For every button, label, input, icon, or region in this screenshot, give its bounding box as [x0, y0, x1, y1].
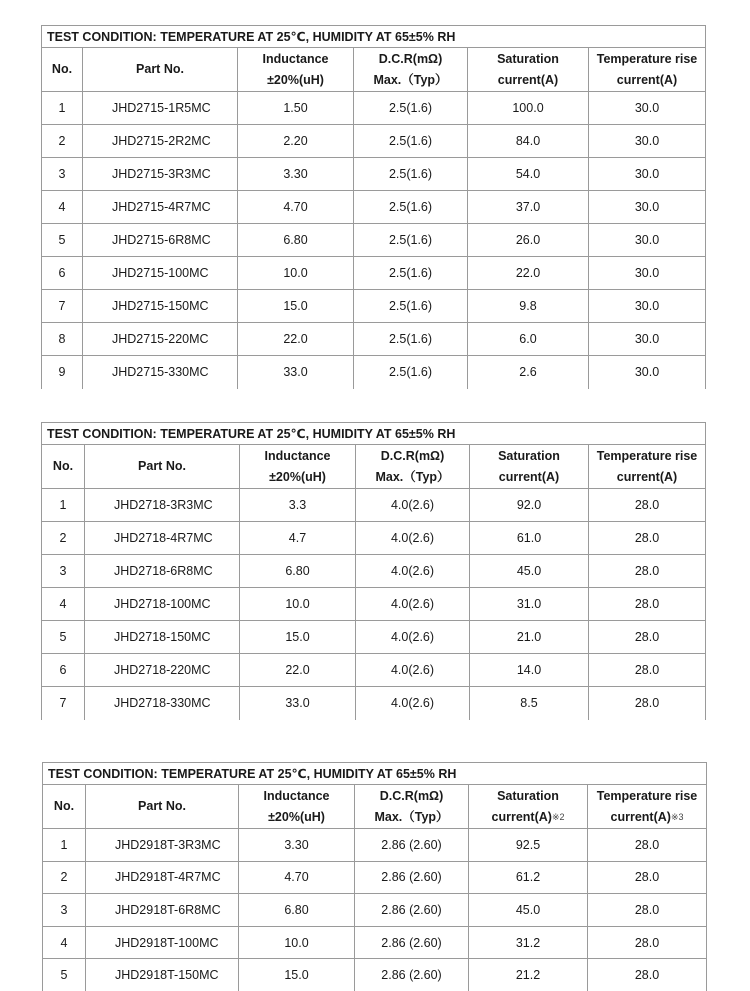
cell-dcr: 2.5(1.6): [354, 323, 468, 356]
table-row: [43, 894, 707, 927]
cell-saturation: 9.8: [468, 290, 589, 323]
header-temp-rise: Temperature rise current(A)※3: [588, 785, 707, 829]
cell-saturation: 8.5: [470, 687, 589, 720]
cell-temp-rise: 28.0: [589, 522, 706, 555]
cell-part-no: JHD2718-330MC: [85, 687, 240, 720]
table-row: [43, 829, 707, 862]
cell-no: 5: [43, 959, 86, 991]
cell-dcr: 4.0(2.6): [356, 489, 470, 522]
cell-no: 3: [42, 158, 83, 191]
cell-dcr: 2.5(1.6): [354, 224, 468, 257]
header-inductance: Inductance ±20%(uH): [240, 445, 356, 489]
table-row: [42, 588, 706, 621]
cell-no: 3: [42, 555, 85, 588]
cell-no: 3: [43, 894, 86, 927]
cell-temp-rise: 28.0: [589, 555, 706, 588]
cell-part-no: JHD2918T-3R3MC: [86, 829, 239, 862]
table-row: [42, 621, 706, 654]
table-row: [42, 654, 706, 687]
cell-part-no: JHD2918T-6R8MC: [86, 894, 239, 927]
cell-no: 4: [42, 191, 83, 224]
header-temp-rise: Temperature rise current(A): [589, 48, 706, 92]
cell-temp-rise: 30.0: [589, 158, 706, 191]
cell-saturation: 21.0: [470, 621, 589, 654]
cell-saturation: 84.0: [468, 125, 589, 158]
table-row: [43, 926, 707, 959]
cell-inductance: 3.30: [238, 158, 354, 191]
cell-part-no: JHD2715-150MC: [83, 290, 238, 323]
header-no: No.: [42, 48, 83, 92]
cell-temp-rise: 28.0: [588, 959, 707, 991]
cell-inductance: 6.80: [239, 894, 355, 927]
table-row: [42, 92, 706, 125]
cell-saturation: 22.0: [468, 257, 589, 290]
cell-no: 4: [42, 588, 85, 621]
cell-part-no: JHD2715-100MC: [83, 257, 238, 290]
cell-inductance: 4.70: [238, 191, 354, 224]
table-row: [42, 257, 706, 290]
cell-saturation: 6.0: [468, 323, 589, 356]
test-condition-title: TEST CONDITION: TEMPERATURE AT 25℃, HUMIDITY AT 65±5% RH: [42, 423, 706, 445]
cell-dcr: 2.5(1.6): [354, 158, 468, 191]
cell-inductance: 4.70: [239, 861, 355, 894]
cell-inductance: 10.0: [239, 926, 355, 959]
cell-inductance: 15.0: [238, 290, 354, 323]
cell-temp-rise: 30.0: [589, 257, 706, 290]
table-row: [42, 224, 706, 257]
cell-temp-rise: 28.0: [589, 588, 706, 621]
cell-temp-rise: 30.0: [589, 125, 706, 158]
cell-no: 2: [42, 125, 83, 158]
cell-inductance: 22.0: [238, 323, 354, 356]
cell-part-no: JHD2718-4R7MC: [85, 522, 240, 555]
cell-inductance: 22.0: [240, 654, 356, 687]
cell-saturation: 2.6: [468, 356, 589, 389]
cell-no: 9: [42, 356, 83, 389]
cell-temp-rise: 28.0: [588, 829, 707, 862]
table-row: [42, 158, 706, 191]
cell-no: 6: [42, 654, 85, 687]
cell-temp-rise: 28.0: [588, 861, 707, 894]
cell-inductance: 4.7: [240, 522, 356, 555]
cell-dcr: 4.0(2.6): [356, 522, 470, 555]
footnote-marker: ※2: [551, 811, 565, 822]
cell-dcr: 2.5(1.6): [354, 125, 468, 158]
header-saturation: Saturation current(A)※2: [469, 785, 588, 829]
header-part-no: Part No.: [85, 445, 240, 489]
cell-saturation: 100.0: [468, 92, 589, 125]
cell-saturation: 61.0: [470, 522, 589, 555]
cell-no: 1: [42, 92, 83, 125]
cell-no: 5: [42, 621, 85, 654]
header-saturation: Saturation current(A): [470, 445, 589, 489]
cell-no: 2: [42, 522, 85, 555]
cell-inductance: 10.0: [238, 257, 354, 290]
cell-temp-rise: 30.0: [589, 323, 706, 356]
header-no: No.: [43, 785, 86, 829]
footnote-marker: ※3: [670, 811, 684, 822]
cell-saturation: 21.2: [469, 959, 588, 991]
cell-part-no: JHD2718-220MC: [85, 654, 240, 687]
cell-part-no: JHD2715-4R7MC: [83, 191, 238, 224]
table-row: [42, 356, 706, 389]
cell-temp-rise: 28.0: [589, 489, 706, 522]
header-part-no: Part No.: [83, 48, 238, 92]
cell-inductance: 1.50: [238, 92, 354, 125]
header-saturation: Saturation current(A): [468, 48, 589, 92]
cell-inductance: 10.0: [240, 588, 356, 621]
cell-part-no: JHD2918T-100MC: [86, 926, 239, 959]
cell-temp-rise: 28.0: [589, 687, 706, 720]
header-inductance: Inductance ±20%(uH): [239, 785, 355, 829]
cell-no: 1: [42, 489, 85, 522]
table-row: [42, 290, 706, 323]
cell-part-no: JHD2718-3R3MC: [85, 489, 240, 522]
cell-inductance: 15.0: [239, 959, 355, 991]
table-row: [42, 687, 706, 720]
cell-dcr: 2.5(1.6): [354, 92, 468, 125]
cell-inductance: 3.3: [240, 489, 356, 522]
cell-saturation: 92.0: [470, 489, 589, 522]
cell-part-no: JHD2718-6R8MC: [85, 555, 240, 588]
cell-temp-rise: 28.0: [589, 654, 706, 687]
cell-saturation: 31.2: [469, 926, 588, 959]
cell-no: 5: [42, 224, 83, 257]
header-no: No.: [42, 445, 85, 489]
cell-dcr: 2.86 (2.60): [355, 926, 469, 959]
cell-no: 2: [43, 861, 86, 894]
cell-temp-rise: 30.0: [589, 191, 706, 224]
cell-temp-rise: 30.0: [589, 224, 706, 257]
cell-no: 7: [42, 687, 85, 720]
cell-saturation: 54.0: [468, 158, 589, 191]
cell-dcr: 4.0(2.6): [356, 621, 470, 654]
cell-part-no: JHD2715-1R5MC: [83, 92, 238, 125]
cell-no: 8: [42, 323, 83, 356]
cell-dcr: 2.86 (2.60): [355, 829, 469, 862]
table-row: [42, 522, 706, 555]
cell-saturation: 61.2: [469, 861, 588, 894]
table-row: [43, 959, 707, 991]
cell-dcr: 2.5(1.6): [354, 356, 468, 389]
cell-part-no: JHD2918T-150MC: [86, 959, 239, 991]
cell-inductance: 6.80: [238, 224, 354, 257]
cell-dcr: 4.0(2.6): [356, 687, 470, 720]
cell-inductance: 15.0: [240, 621, 356, 654]
cell-temp-rise: 30.0: [589, 356, 706, 389]
cell-dcr: 2.86 (2.60): [355, 959, 469, 991]
table-row: [42, 489, 706, 522]
cell-dcr: 2.86 (2.60): [355, 894, 469, 927]
cell-dcr: 2.5(1.6): [354, 191, 468, 224]
cell-saturation: 31.0: [470, 588, 589, 621]
spec-table-jhd2718: [41, 422, 706, 720]
cell-inductance: 3.30: [239, 829, 355, 862]
cell-part-no: JHD2718-150MC: [85, 621, 240, 654]
table-row: [42, 125, 706, 158]
cell-dcr: 4.0(2.6): [356, 555, 470, 588]
cell-dcr: 4.0(2.6): [356, 654, 470, 687]
cell-saturation: 92.5: [469, 829, 588, 862]
header-part-no: Part No.: [86, 785, 239, 829]
cell-dcr: 2.5(1.6): [354, 290, 468, 323]
cell-part-no: JHD2715-3R3MC: [83, 158, 238, 191]
cell-part-no: JHD2918T-4R7MC: [86, 861, 239, 894]
cell-temp-rise: 30.0: [589, 92, 706, 125]
cell-no: 1: [43, 829, 86, 862]
cell-inductance: 6.80: [240, 555, 356, 588]
cell-part-no: JHD2715-220MC: [83, 323, 238, 356]
header-dcr: D.C.R(mΩ) Max.（Typ）: [355, 785, 469, 829]
header-dcr: D.C.R(mΩ) Max.（Typ）: [356, 445, 470, 489]
test-condition-title: TEST CONDITION: TEMPERATURE AT 25℃, HUMIDITY AT 65±5% RH: [43, 763, 707, 785]
table-row: [42, 323, 706, 356]
cell-dcr: 2.5(1.6): [354, 257, 468, 290]
cell-part-no: JHD2718-100MC: [85, 588, 240, 621]
spec-table-jhd2918t: [42, 762, 707, 991]
table-row: [43, 861, 707, 894]
cell-temp-rise: 28.0: [589, 621, 706, 654]
cell-temp-rise: 28.0: [588, 894, 707, 927]
header-temp-rise: Temperature rise current(A): [589, 445, 706, 489]
table-row: [42, 191, 706, 224]
cell-saturation: 26.0: [468, 224, 589, 257]
cell-saturation: 45.0: [469, 894, 588, 927]
cell-dcr: 2.86 (2.60): [355, 861, 469, 894]
cell-temp-rise: 28.0: [588, 926, 707, 959]
cell-inductance: 33.0: [238, 356, 354, 389]
cell-part-no: JHD2715-2R2MC: [83, 125, 238, 158]
table-row: [42, 555, 706, 588]
spec-table-jhd2715: [41, 25, 706, 389]
cell-no: 4: [43, 926, 86, 959]
cell-part-no: JHD2715-6R8MC: [83, 224, 238, 257]
cell-inductance: 2.20: [238, 125, 354, 158]
cell-temp-rise: 30.0: [589, 290, 706, 323]
test-condition-title: TEST CONDITION: TEMPERATURE AT 25℃, HUMIDITY AT 65±5% RH: [42, 26, 706, 48]
cell-no: 6: [42, 257, 83, 290]
header-dcr: D.C.R(mΩ) Max.（Typ）: [354, 48, 468, 92]
cell-no: 7: [42, 290, 83, 323]
cell-saturation: 45.0: [470, 555, 589, 588]
cell-saturation: 14.0: [470, 654, 589, 687]
cell-part-no: JHD2715-330MC: [83, 356, 238, 389]
cell-dcr: 4.0(2.6): [356, 588, 470, 621]
cell-saturation: 37.0: [468, 191, 589, 224]
header-inductance: Inductance ±20%(uH): [238, 48, 354, 92]
cell-inductance: 33.0: [240, 687, 356, 720]
